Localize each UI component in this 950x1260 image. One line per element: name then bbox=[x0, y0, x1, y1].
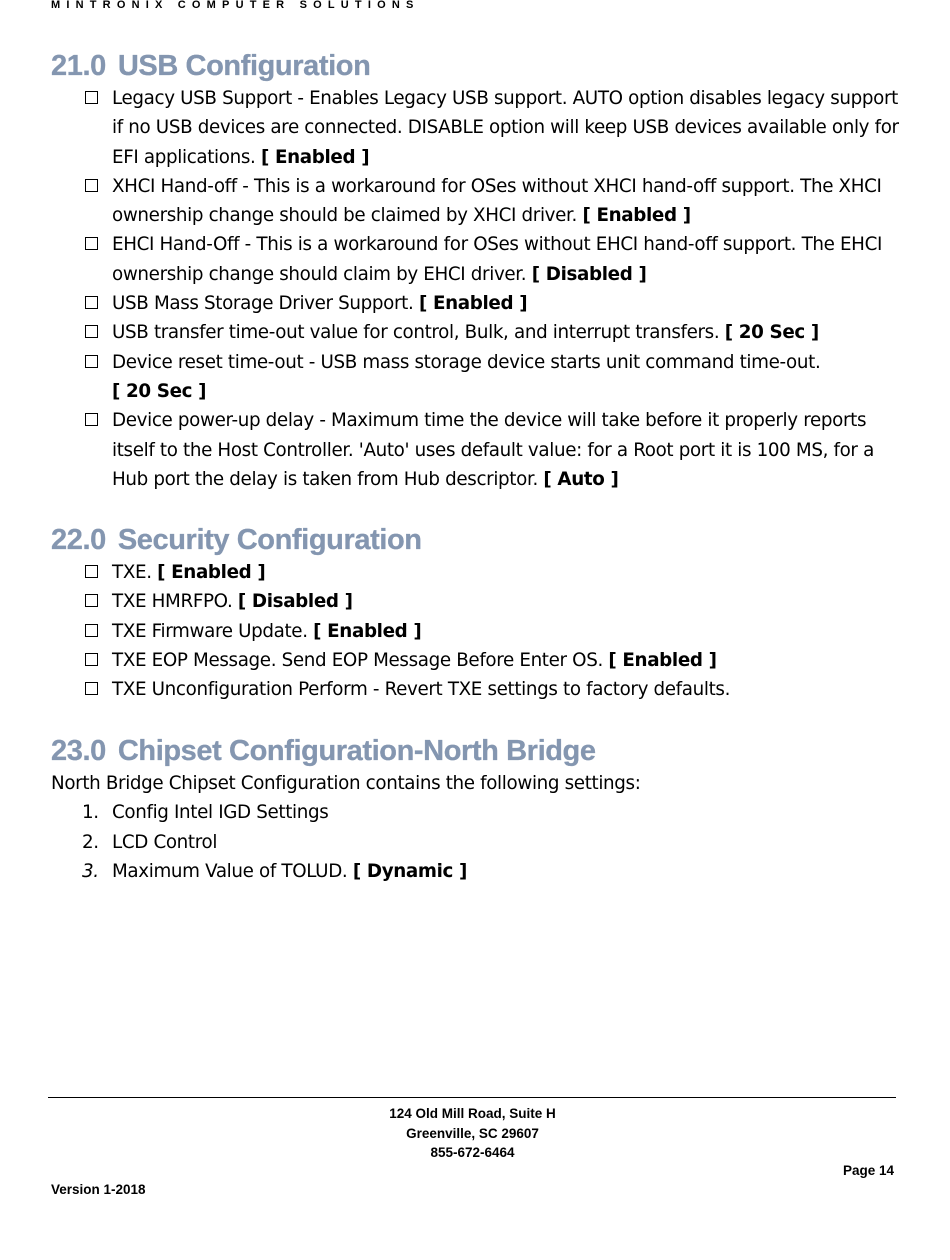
section-title: USB Configuration bbox=[117, 50, 371, 82]
item-text: LCD Control bbox=[112, 831, 218, 853]
list-item bbox=[51, 289, 901, 318]
list-item bbox=[51, 172, 901, 231]
section-number: 22.0 bbox=[51, 524, 106, 556]
chipset-section-heading bbox=[51, 734, 901, 768]
usb-configuration-section bbox=[51, 49, 901, 494]
address-line-2: Greenville, SC 29607 bbox=[406, 1125, 539, 1141]
item-text: TXE Firmware Update. bbox=[112, 620, 308, 642]
item-value: [ Enabled ] bbox=[608, 649, 717, 671]
checkbox-icon bbox=[85, 565, 98, 578]
section-intro: North Bridge Chipset Configuration contains the following settings: bbox=[51, 773, 641, 794]
item-value: [ Enabled ] bbox=[313, 620, 422, 642]
footer-address bbox=[0, 1104, 945, 1163]
item-text: TXE EOP Message. Send EOP Message Before Enter OS. bbox=[112, 649, 603, 671]
section-number: 21.0 bbox=[51, 50, 106, 82]
item-number: 1. bbox=[82, 802, 99, 824]
security-settings-list bbox=[51, 558, 901, 704]
checkbox-icon bbox=[85, 653, 98, 666]
usb-settings-list bbox=[51, 84, 901, 494]
item-text: Config Intel IGD Settings bbox=[112, 802, 329, 824]
item-value: [ Enabled ] bbox=[157, 562, 266, 583]
list-item bbox=[51, 798, 901, 827]
item-value: [ Enabled ] bbox=[260, 146, 370, 168]
checkbox-icon bbox=[85, 413, 98, 426]
company-header: MINTRONIX COMPUTER SOLUTIONS bbox=[51, 0, 420, 11]
item-value: [ Auto ] bbox=[543, 468, 619, 490]
item-value: [ Disabled ] bbox=[531, 263, 647, 285]
list-item bbox=[51, 406, 901, 494]
page-number: Page 14 bbox=[842, 1163, 894, 1178]
chipset-configuration-section bbox=[51, 734, 901, 886]
list-item bbox=[51, 646, 901, 675]
security-configuration-section bbox=[51, 523, 901, 704]
item-text: USB transfer time-out value for control, Bulk, and interrupt transfers. bbox=[112, 322, 720, 344]
checkbox-icon bbox=[85, 91, 98, 104]
list-item bbox=[51, 230, 901, 289]
section-title: Chipset Configuration-North Bridge bbox=[117, 735, 596, 767]
item-number: 3. bbox=[82, 860, 99, 882]
item-text: Device power-up delay - Maximum time the device will take before it properly reports itself to the Host Controller. 'Auto' uses default value: for a Root port it is 100 MS, for a Hub port the delay is taken from Hub descriptor. bbox=[112, 410, 874, 490]
item-text: Legacy USB Support - Enables Legacy USB support. AUTO option disables legacy support if no USB devices are connected. DISABLE option will keep USB devices available only for EFI applications. bbox=[112, 88, 899, 168]
list-item bbox=[51, 84, 901, 172]
item-value: [ Enabled ] bbox=[582, 205, 691, 227]
checkbox-icon bbox=[85, 325, 98, 338]
item-text: TXE Unconfiguration Perform - Revert TXE settings to factory defaults. bbox=[112, 679, 731, 701]
footer-divider bbox=[48, 1097, 896, 1098]
list-item bbox=[51, 558, 901, 587]
checkbox-icon bbox=[85, 355, 98, 368]
checkbox-icon bbox=[85, 624, 98, 637]
section-title: Security Configuration bbox=[117, 524, 422, 556]
item-value: [ Dynamic ] bbox=[352, 860, 468, 882]
list-item bbox=[51, 857, 901, 886]
checkbox-icon bbox=[85, 296, 98, 309]
item-text: USB Mass Storage Driver Support. bbox=[112, 293, 414, 315]
item-value: [ 20 Sec ] bbox=[724, 322, 819, 344]
address-line-1: 124 Old Mill Road, Suite H bbox=[389, 1106, 556, 1121]
list-item bbox=[51, 828, 901, 857]
list-item bbox=[51, 318, 901, 347]
item-text: XHCI Hand-off - This is a workaround for OSes without XHCI hand-off support. The XHCI ownership change should be claimed by XHCI driver. bbox=[112, 175, 882, 227]
item-number: 2. bbox=[82, 831, 99, 853]
item-value: [ Enabled ] bbox=[418, 293, 528, 315]
list-item bbox=[51, 617, 901, 646]
item-value: [ Disabled ] bbox=[237, 591, 353, 613]
usb-section-heading bbox=[51, 49, 901, 83]
list-item bbox=[51, 675, 901, 704]
item-text: Maximum Value of TOLUD. bbox=[112, 860, 348, 882]
checkbox-icon bbox=[85, 179, 98, 192]
checkbox-icon bbox=[85, 594, 98, 607]
phone-number: 855-672-6464 bbox=[430, 1145, 515, 1160]
item-text: TXE. bbox=[112, 562, 152, 583]
version-label: Version 1-2018 bbox=[51, 1182, 146, 1197]
list-item bbox=[51, 587, 901, 616]
item-text: EHCI Hand-Off - This is a workaround for OSes without EHCI hand-off support. The EHCI ownership change should claim by EHCI driver. bbox=[112, 234, 883, 285]
section-number: 23.0 bbox=[51, 735, 106, 767]
checkbox-icon bbox=[85, 682, 98, 695]
item-text: TXE HMRFPO. bbox=[112, 591, 233, 613]
checkbox-icon bbox=[85, 237, 98, 250]
item-value: [ 20 Sec ] bbox=[112, 380, 207, 402]
item-text: Device reset time-out - USB mass storage device starts unit command time-out. bbox=[112, 351, 821, 373]
list-item bbox=[51, 348, 901, 407]
security-section-heading bbox=[51, 523, 901, 557]
chipset-settings-list bbox=[51, 798, 901, 886]
